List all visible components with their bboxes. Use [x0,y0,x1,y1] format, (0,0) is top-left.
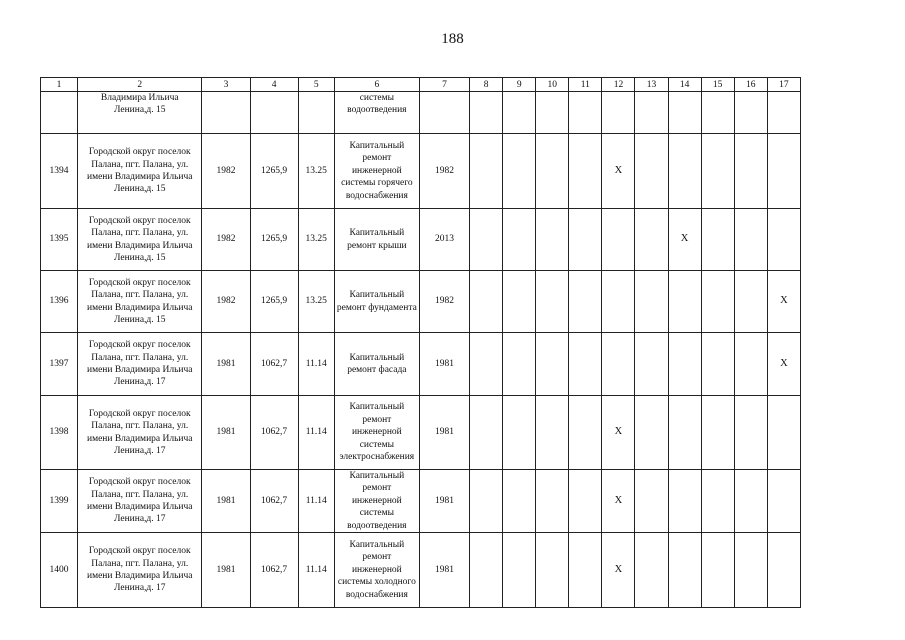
cell-empty [470,396,503,470]
cell-empty [470,333,503,396]
cell-empty [569,333,602,396]
cell-year: 1981 [202,333,250,396]
cell-value: 11.14 [298,470,334,533]
cell-plan-year: 1982 [419,134,469,209]
cell-empty [470,134,503,209]
column-header: 14 [668,78,701,92]
column-header: 17 [767,78,800,92]
column-header: 11 [569,78,602,92]
cell-address: Городской округ поселок Палана, пгт. Палана, ул. имени Владимира Ильича Ленина,д. 15 [78,134,202,209]
cell-address: Городской округ поселок Палана, пгт. Палана, ул. имени Владимира Ильича Ленина,д. 15 [78,209,202,271]
cell-year: 1981 [202,396,250,470]
cell-value: 11.14 [298,333,334,396]
cell-empty [569,134,602,209]
column-header: 5 [298,78,334,92]
cell-empty [668,396,701,470]
cell-empty [701,271,734,333]
cell-empty [701,333,734,396]
cell-empty [734,470,767,533]
column-header: 9 [503,78,536,92]
cell-empty [701,134,734,209]
cell-empty [569,396,602,470]
cell-empty [470,533,503,608]
cell-empty [503,271,536,333]
table-row [41,209,801,271]
cell-area: 1265,9 [250,209,298,271]
cell-address: Городской округ поселок Палана, пгт. Палана, ул. имени Владимира Ильича Ленина,д. 17 [78,396,202,470]
cell-plan-year: 1982 [419,271,469,333]
cell-num: 1396 [41,271,78,333]
column-header: 6 [334,78,419,92]
cell-empty [503,533,536,608]
cell-empty [536,333,569,396]
cell-work: Капитальный ремонт инженерной системы горячего водоснабжения [334,134,419,209]
cell-mark: Х [602,470,635,533]
cell-work: Капитальный ремонт фасада [334,333,419,396]
cell-area: 1265,9 [250,271,298,333]
cell-mark: Х [767,333,800,396]
cell-empty [767,533,800,608]
cell-empty [536,470,569,533]
cell-empty [503,333,536,396]
cell-empty [635,533,668,608]
cell-value: 11.14 [298,396,334,470]
cell-address: Городской округ поселок Палана, пгт. Палана, ул. имени Владимира Ильича Ленина,д. 17 [78,333,202,396]
cell-empty [470,470,503,533]
cell-address: Городской округ поселок Палана, пгт. Палана, ул. имени Владимира Ильича Ленина,д. 15 [78,271,202,333]
cell-plan-year: 1981 [419,470,469,533]
cell-year: 1982 [202,134,250,209]
cell-value: 13.25 [298,134,334,209]
cell-empty [668,533,701,608]
cell-address: Городской округ поселок Палана, пгт. Палана, ул. имени Владимира Ильича Ленина,д. 17 [78,533,202,608]
cell-plan-year: 1981 [419,396,469,470]
cell-empty [734,396,767,470]
cell-empty [767,396,800,470]
cell-empty [635,396,668,470]
cell-empty [668,470,701,533]
table-row [41,271,801,333]
cell-area: 1265,9 [250,134,298,209]
cell-mark: Х [602,134,635,209]
cell-empty [569,533,602,608]
cell-num: 1397 [41,333,78,396]
cell-empty [767,470,800,533]
cell-empty [470,271,503,333]
column-header: 12 [602,78,635,92]
cell-num: 1398 [41,396,78,470]
cell-num: 1394 [41,134,78,209]
cell-empty [635,333,668,396]
cell-empty [701,396,734,470]
column-header: 16 [734,78,767,92]
cell-empty [503,470,536,533]
cell-value: 13.25 [298,209,334,271]
cell-area: 1062,7 [250,470,298,533]
cell-empty [668,134,701,209]
cell-empty [734,271,767,333]
cell-empty [470,209,503,271]
cell-empty [635,209,668,271]
cell-plan-year: 1981 [419,333,469,396]
cell-work: Капитальный ремонт инженерной системы холодного водоснабжения [334,533,419,608]
cell-empty [536,533,569,608]
cell-num: 1400 [41,533,78,608]
cell-num [41,92,78,134]
cell-mark: Х [602,396,635,470]
column-header: 4 [250,78,298,92]
table-row [41,396,801,470]
cell-area: 1062,7 [250,533,298,608]
cell-work: Капитальный ремонт инженерной системы водоотведения [334,470,419,533]
cell-empty [503,209,536,271]
cell-empty [734,209,767,271]
cell-empty [635,271,668,333]
cell-area: 1062,7 [250,333,298,396]
cell-address: Городской округ поселок Палана, пгт. Палана, ул. имени Владимира Ильича Ленина,д. 17 [78,470,202,533]
column-header: 15 [701,78,734,92]
cell-empty [767,134,800,209]
page-number: 188 [441,31,464,47]
column-header: 10 [536,78,569,92]
cell-empty [569,470,602,533]
column-header: 2 [78,78,202,92]
cell-work: Капитальный ремонт крыши [334,209,419,271]
cell-mark: Х [767,271,800,333]
cell-area: 1062,7 [250,396,298,470]
cell-empty [701,470,734,533]
cell-empty [503,134,536,209]
cell-empty [734,333,767,396]
cell-value: 11.14 [298,533,334,608]
cell-empty [668,333,701,396]
cell-work: системы водоотведения [334,92,419,134]
continuation-row [41,92,801,134]
cell-empty [701,533,734,608]
cell-plan-year: 1981 [419,533,469,608]
cell-empty [668,271,701,333]
cell-empty [701,209,734,271]
cell-year: 1981 [202,533,250,608]
cell-mark: Х [668,209,701,271]
cell-empty [536,396,569,470]
column-header: 7 [419,78,469,92]
cell-work: Капитальный ремонт инженерной системы электроснабжения [334,396,419,470]
cell-empty [536,271,569,333]
cell-empty [602,209,635,271]
table-row [41,134,801,209]
cell-plan-year: 2013 [419,209,469,271]
column-header: 13 [635,78,668,92]
table-row [41,333,801,396]
cell-empty [734,134,767,209]
cell-empty [602,333,635,396]
cell-year: 1982 [202,209,250,271]
cell-empty [602,271,635,333]
table-row [41,470,801,533]
cell-empty [536,209,569,271]
column-header: 3 [202,78,250,92]
cell-empty [569,209,602,271]
cell-empty [536,134,569,209]
column-header: 1 [41,78,78,92]
cell-empty [635,470,668,533]
cell-empty [635,134,668,209]
table-row [41,533,801,608]
cell-num: 1399 [41,470,78,533]
cell-address: Владимира Ильича Ленина,д. 15 [78,92,202,134]
cell-mark: Х [602,533,635,608]
cell-empty [767,209,800,271]
cell-empty [503,396,536,470]
repair-program-table [40,77,801,608]
cell-year: 1982 [202,271,250,333]
cell-empty [734,533,767,608]
column-header: 8 [470,78,503,92]
cell-value: 13.25 [298,271,334,333]
cell-empty [569,271,602,333]
cell-year: 1981 [202,470,250,533]
column-number-header-row [41,78,801,92]
cell-num: 1395 [41,209,78,271]
cell-work: Капитальный ремонт фундамента [334,271,419,333]
